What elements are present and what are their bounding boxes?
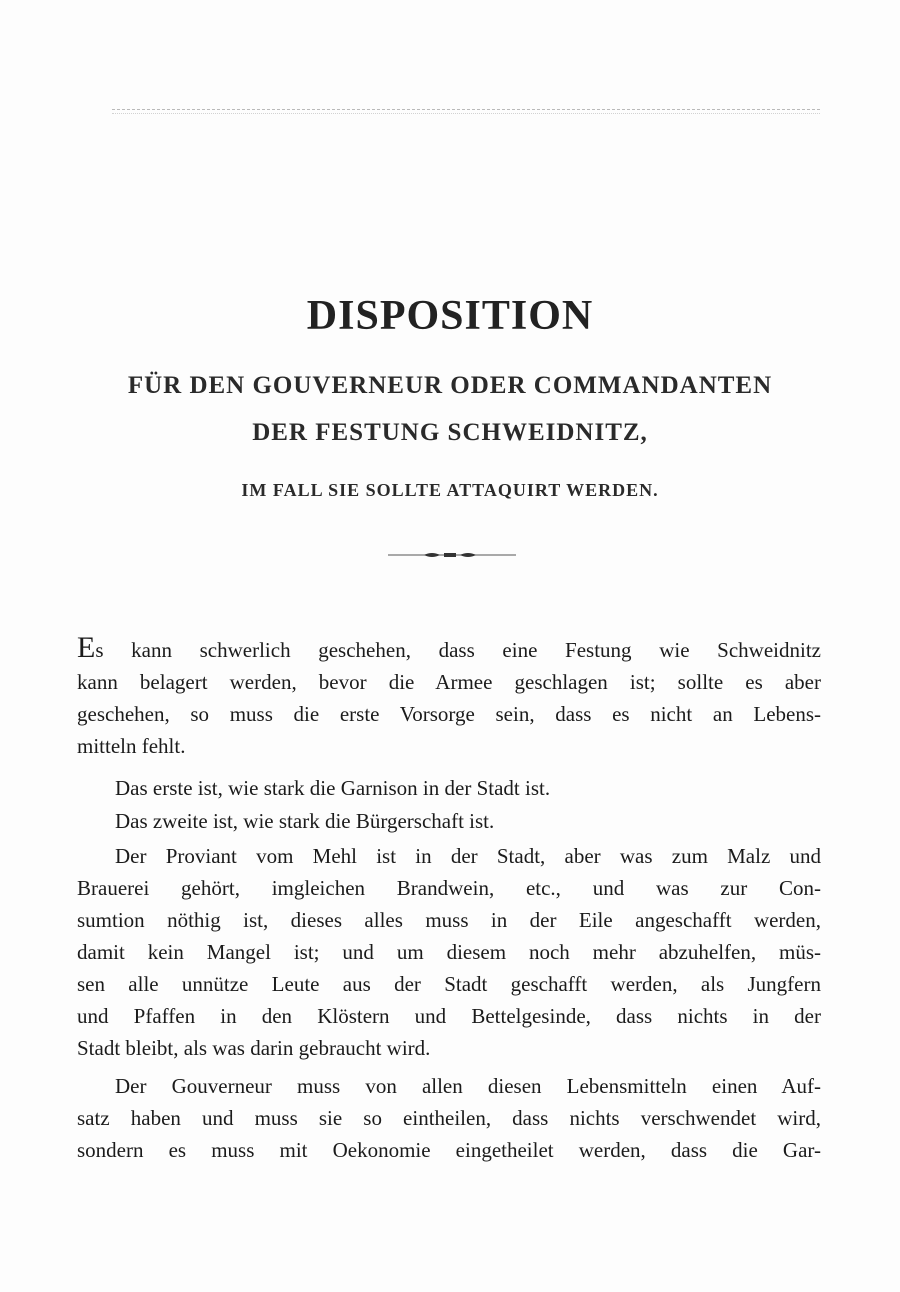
subtitle-line-1: FÜR DEN GOUVERNEUR ODER COMMANDANTEN xyxy=(127,372,773,399)
text-line: sondern es muss mit Oekonomie eingetheilet werden, dass die Gar- xyxy=(77,1138,821,1162)
text-line: Der Proviant vom Mehl ist in der Stadt, aber was zum Malz und xyxy=(115,844,821,868)
text-line: sen alle unnütze Leute aus der Stadt geschafft werden, als Jungfern xyxy=(77,972,821,996)
text-line: satz haben und muss sie so eintheilen, dass nichts verschwendet wird, xyxy=(77,1106,821,1130)
page-title: DISPOSITION xyxy=(306,293,594,339)
text-line: und Pfaffen in den Klöstern und Bettelgesinde, dass nichts in der xyxy=(77,1004,821,1028)
subtitle-line-3: IM FALL SIE SOLLTE ATTAQUIRT WERDEN. xyxy=(241,480,659,500)
text-line: Das zweite ist, wie stark die Bürgerschaft ist. xyxy=(115,809,495,833)
text-line: Es kann schwerlich geschehen, dass eine Festung wie Schweidnitz xyxy=(77,631,821,664)
text-line: mitteln fehlt. xyxy=(77,734,186,758)
text-line: kann belagert werden, bevor die Armee geschlagen ist; sollte es aber xyxy=(77,670,821,694)
text-line: damit kein Mangel ist; und um diesem noch mehr abzuhelfen, müs- xyxy=(77,940,821,964)
drop-cap: E xyxy=(77,631,96,664)
top-rule-shadow xyxy=(112,113,820,114)
text-line: sumtion nöthig ist, dieses alles muss in der Eile angeschafft werden, xyxy=(77,908,821,932)
subtitle-line-2: DER FESTUNG SCHWEIDNITZ, xyxy=(252,419,648,446)
text-line: Der Gouverneur muss von allen diesen Lebensmitteln einen Auf- xyxy=(115,1074,821,1098)
text-line: Stadt bleibt, als was darin gebraucht wird. xyxy=(77,1036,431,1060)
ornament-divider xyxy=(388,550,516,560)
top-rule xyxy=(112,109,820,110)
text-line: Brauerei gehört, imgleichen Brandwein, etc., und was zur Con- xyxy=(77,876,821,900)
text-line: geschehen, so muss die erste Vorsorge sein, dass es nicht an Lebens- xyxy=(77,702,821,726)
text-line: Das erste ist, wie stark die Garnison in der Stadt ist. xyxy=(115,776,551,800)
